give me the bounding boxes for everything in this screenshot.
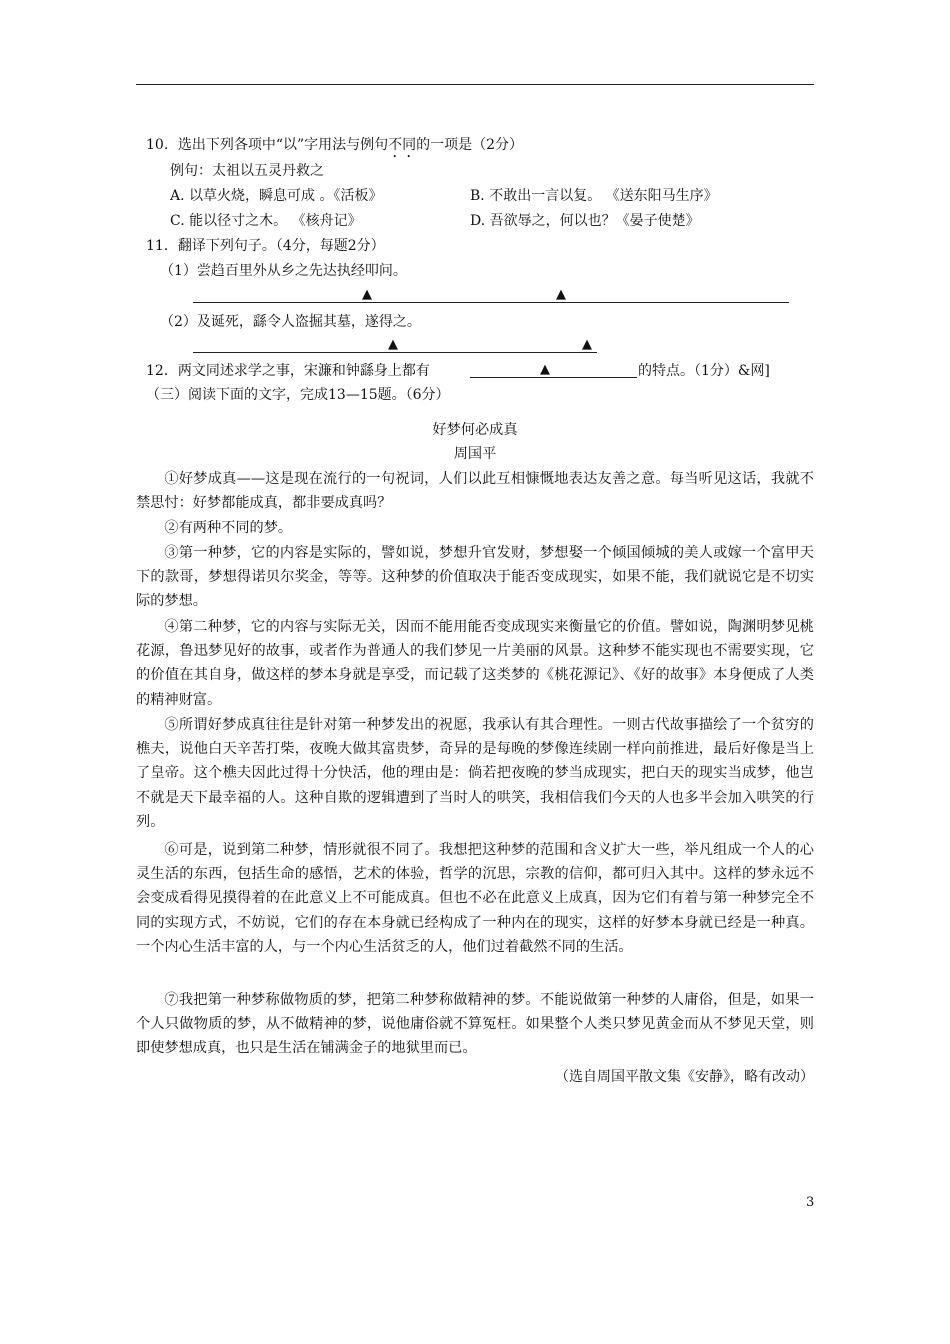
answer-marker: ▲ xyxy=(540,362,550,377)
q10-option-b: B. 不敢出一言以复。 《送东阳马生序》 xyxy=(470,188,718,204)
answer-marker: ▲ xyxy=(582,337,592,352)
article-title: 好梦何必成真 xyxy=(432,422,518,438)
answer-line-2[interactable] xyxy=(193,352,597,353)
q10-example: 例句：太祖以五灵丹救之 xyxy=(170,163,324,179)
article-paragraph-6: ⑥可是，说到第二种梦，情形就很不同了。我想把这种梦的范围和含义扩大一些，举凡组成一个人的心灵生活的东西，包括生命的感悟，艺术的体验，哲学的沉思，宗教的信仰，都可归入其中。这样的梦永远不会变成看得见摸得着的在此意义上不可能成真。但也不必在此意义上成真，因为它们有着与第一种梦完全不同的实现方式，不妨说，它们的存在本身就已经构成了一种内在的现实，这样的好梦本身就已经是一种真。一个内心生活丰富的人，与一个内心生活贫乏的人，他们过着截然不同的生活。 xyxy=(136,842,814,955)
answer-marker: ▲ xyxy=(362,287,372,302)
q11-stem: 11．翻译下列句子。（4分，每题2分） xyxy=(146,238,385,254)
answer-marker: ▲ xyxy=(556,287,566,302)
answer-marker: ▲ xyxy=(388,337,398,352)
answer-blank-12[interactable] xyxy=(470,377,637,378)
q10-option-d: D. 吾欲辱之，何以也？《晏子使楚》 xyxy=(470,213,700,229)
article-source: （选自周国平散文集《安静》，略有改动） xyxy=(555,1069,814,1085)
article-paragraph-5: ⑤所谓好梦成真往往是针对第一种梦发出的祝愿，我承认有其合理性。一则古代故事描绘了一个贫穷的樵夫，说他白天辛苦打柴，夜晚大做其富贵梦，奇异的是每晚的梦像连续剧一样向前推进，最后好像是当上了皇帝。这个樵夫因此过得十分快活，他的理由是：倘若把夜晚的梦当成现实，把白天的现实当成梦，他岂不就是天下最幸福的人。这种自欺的逻辑遭到了当时人的哄笑，我相信我们今天的人也多半会加入哄笑的行列。 xyxy=(136,717,814,830)
q12-prefix: 12．两文同述求学之事，宋濂和钟繇身上都有 xyxy=(146,363,430,379)
answer-line-1[interactable] xyxy=(193,302,789,303)
q10-option-a: A. 以草火烧，瞬息可成 。《活板》 xyxy=(170,188,383,204)
article-author: 周国平 xyxy=(453,446,497,462)
q12-suffix: 的特点。（1分）&网] xyxy=(638,363,770,379)
article-paragraph-2: ②有两种不同的梦。 xyxy=(164,520,293,536)
q11-sentence-2: （2）及诞死，繇令人盗掘其墓，遂得之。 xyxy=(160,314,421,330)
q11-sentence-1: （1）尝趋百里外从乡之先达执经叩问。 xyxy=(160,263,407,279)
header-rule xyxy=(136,84,814,85)
q10-stem: 10．选出下列各项中“以”字用法与例句不同的一项是（2分） xyxy=(146,137,524,153)
q10-option-c: C. 能以径寸之木。 《核舟记》 xyxy=(170,213,362,229)
article-paragraph-3: ③第一种梦，它的内容是实际的，譬如说，梦想升官发财，梦想娶一个倾国倾城的美人或嫁一个富甲天下的款哥，梦想得诺贝尔奖金，等等。这种梦的价值取决于能否变成现实，如果不能，我们就说它是不切实际的梦想。 xyxy=(136,545,814,610)
section-3-heading: （三）阅读下面的文字，完成13—15题。（6分） xyxy=(146,387,450,403)
page-number: 3 xyxy=(806,1195,815,1210)
article-paragraph-1: ①好梦成真——这是现在流行的一句祝词，人们以此互相慷慨地表达友善之意。每当听见这话，我就不禁思忖：好梦都能成真，都非要成真吗？ xyxy=(136,471,814,512)
q10-emphasis: 不同 xyxy=(388,137,417,153)
article-paragraph-7: ⑦我把第一种梦称做物质的梦，把第二种梦称做精神的梦。不能说做第一种梦的人庸俗，但是，如果一个人只做物质的梦，从不做精神的梦，说他庸俗就不算冤枉。如果整个人类只梦见黄金而从不梦见天堂，则即使梦想成真，也只是生活在铺满金子的地狱里而已。 xyxy=(136,992,814,1057)
article-paragraph-4: ④第二种梦，它的内容与实际无关，因而不能用能否变成现实来衡量它的价值。譬如说，陶渊明梦见桃花源，鲁迅梦见好的故事，或者作为普通人的我们梦见一片美丽的风景。这种梦不能实现也不需要实现，它的价值在其自身，做这样的梦本身就是享受，而记载了这类梦的《桃花源记》、《好的故事》本身便成了人类的精神财富。 xyxy=(136,619,814,708)
